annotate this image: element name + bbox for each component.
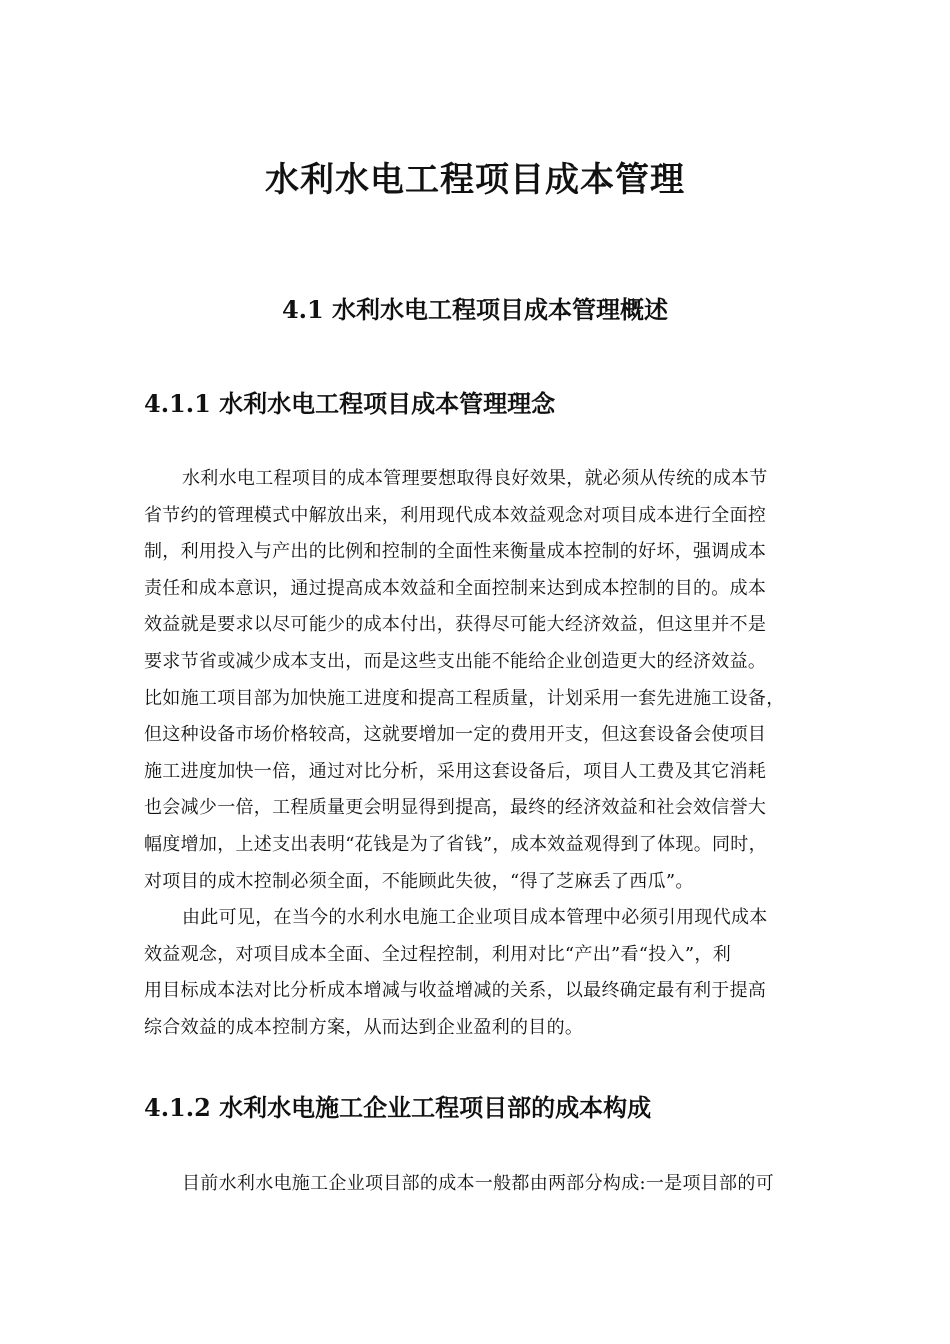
subsection-heading-4-1-1: 4.1.1 水利水电工程项目成本管理理念	[144, 389, 556, 418]
document-title: 水利水电工程项目成本管理	[265, 160, 685, 200]
paragraph-line: 责任和成本意识，通过提高成本效益和全面控制来达到成本控制的目的。成本	[144, 577, 767, 599]
paragraph-line: 要求节省或减少成本支出，而是这些支出能不能给企业创造更大的经济效益。	[144, 650, 767, 672]
paragraph-cost-composition	[144, 1166, 804, 1203]
paragraph-line: 效益就是要求以尽可能少的成本付出，获得尽可能大经济效益，但这里并不是	[144, 614, 767, 636]
paragraph-line: 效益观念，对项目成本全面、全过程控制，利用对比“产出”看“投入”，利	[144, 943, 732, 965]
subsection-heading-4-1-2: 4.1.2 水利水电施工企业工程项目部的成本构成	[144, 1093, 652, 1122]
paragraph-line: 比如施工项目部为加快施工进度和提高工程质量，计划采用一套先进施工设备，	[144, 687, 785, 709]
paragraph-line: 水利水电工程项目的成本管理要想取得良好效果，就必须从传统的成本节	[182, 468, 768, 489]
paragraph-line: 施工进度加快一倍，通过对比分析，采用这套设备后，项目人工费及其它消耗	[144, 760, 767, 782]
paragraph-cost-management-concept	[144, 461, 804, 900]
paragraph-line: 对项目的成木控制必须全面，不能顾此失彼，“得了芝麻丢了西瓜”。	[144, 870, 694, 892]
paragraph-line: 省节约的管理模式中解放出来，利用现代成本效益观念对项目成本进行全面控	[144, 504, 767, 526]
paragraph-line: 制，利用投入与产出的比例和控制的全面性来衡量成本控制的好坏，强调成本	[144, 541, 767, 563]
section-heading: 4.1 水利水电工程项目成本管理概述	[281, 295, 669, 324]
paragraph-line: 幅度增加，上述支出表明“花钱是为了省钱”，成本效益观得到了体现。同时，	[144, 833, 767, 855]
paragraph-conclusion	[144, 900, 804, 1046]
paragraph-line: 由此可见，在当今的水利水电施工企业项目成本管理中必须引用现代成本	[182, 907, 768, 928]
paragraph-line: 目前水利水电施工企业项目部的成本一般都由两部分构成:一是项目部的可	[182, 1173, 774, 1194]
paragraph-line: 但这种设备市场价格较高，这就要增加一定的费用开支，但这套设备会使项目	[144, 724, 767, 746]
paragraph-line: 也会减少一倍，工程质量更会明显得到提高，最终的经济效益和社会效信誉大	[144, 797, 767, 819]
paragraph-line: 用目标成本法对比分析成本增减与收益增减的关系，以最终确定最有利于提高	[144, 980, 767, 1002]
paragraph-line: 综合效益的成本控制方案，从而达到企业盈利的目的。	[144, 1016, 584, 1038]
